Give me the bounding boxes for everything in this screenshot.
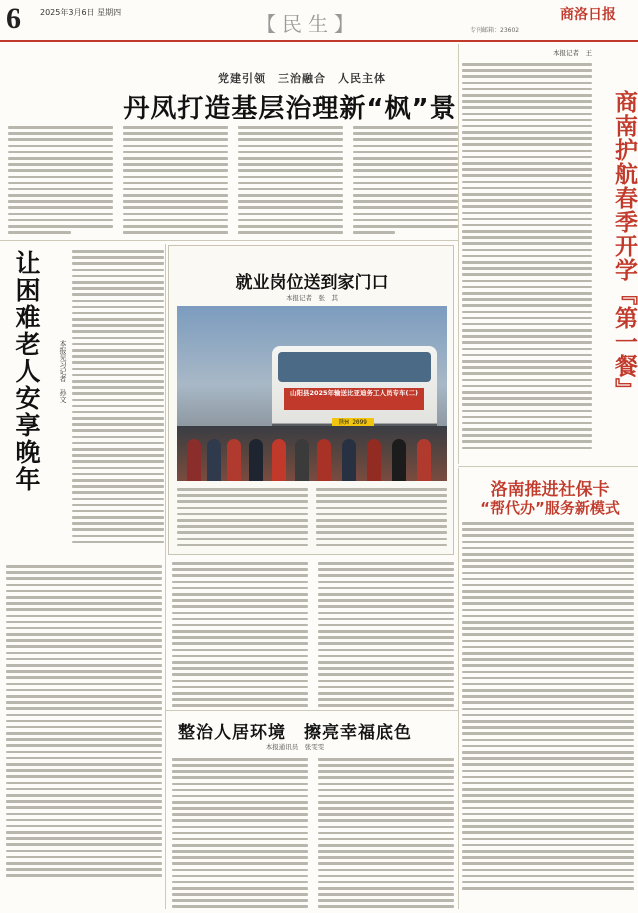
luonan-body xyxy=(462,522,634,890)
luonan-headline: 洛南推进社保卡 xyxy=(490,480,610,500)
right-story xyxy=(462,48,599,449)
job-body xyxy=(177,488,447,552)
divider xyxy=(0,240,458,241)
lead-column-4 xyxy=(353,126,458,236)
crowd xyxy=(177,426,447,481)
divider xyxy=(458,468,459,909)
luonan-subheadline: “帮代办”服务新模式 xyxy=(480,499,620,517)
right-story-headline: 商南护航春季开学『第一餐』 xyxy=(611,90,637,402)
divider xyxy=(165,244,166,909)
job-headline: 就业岗位送到家门口 xyxy=(235,273,389,293)
masthead xyxy=(0,0,638,42)
issue-info: 专刊邮箱：23602 xyxy=(470,27,520,34)
divider xyxy=(458,466,638,467)
bottom-story-byline: 本报通讯员 张雯雯 xyxy=(265,743,325,751)
page-number: 6 xyxy=(6,2,21,35)
newspaper-logo: 商洛日报 xyxy=(560,7,616,23)
section-label: 【民生】 xyxy=(256,12,360,36)
issue-date: 2025年3月6日 星期四 xyxy=(40,8,122,17)
left-story-body-top xyxy=(72,250,164,543)
bottom-story-body xyxy=(172,758,454,908)
lead-body xyxy=(8,126,458,236)
lead-column-3 xyxy=(238,126,343,236)
lead-kicker: 党建引领 三治融合 人民主体 xyxy=(218,72,386,85)
bus-banner: 山阳县2025年输送比亚迪务工人员专车(二) xyxy=(284,388,424,410)
lead-headline: 丹凤打造基层治理新“枫”景 xyxy=(123,94,457,124)
lead-column-2 xyxy=(123,126,228,236)
right-story-byline: 本报记者 王 xyxy=(553,49,599,57)
job-feature-box xyxy=(168,245,454,555)
divider xyxy=(166,710,458,711)
bottom-story-headline: 整治人居环境 擦亮幸福底色 xyxy=(178,723,412,743)
mid-body xyxy=(172,562,454,707)
bus-photo xyxy=(177,306,447,481)
job-byline: 本报记者 张 其 xyxy=(286,294,338,302)
divider xyxy=(458,44,459,464)
lead-column-1 xyxy=(8,126,113,236)
left-story-headline: 让困难老人安享晚年 xyxy=(12,250,41,493)
right-story-body xyxy=(462,63,592,449)
license-plate: 陕H 2099 xyxy=(332,418,374,428)
left-story-byline: 本报见习记者 孙文 xyxy=(59,340,67,403)
